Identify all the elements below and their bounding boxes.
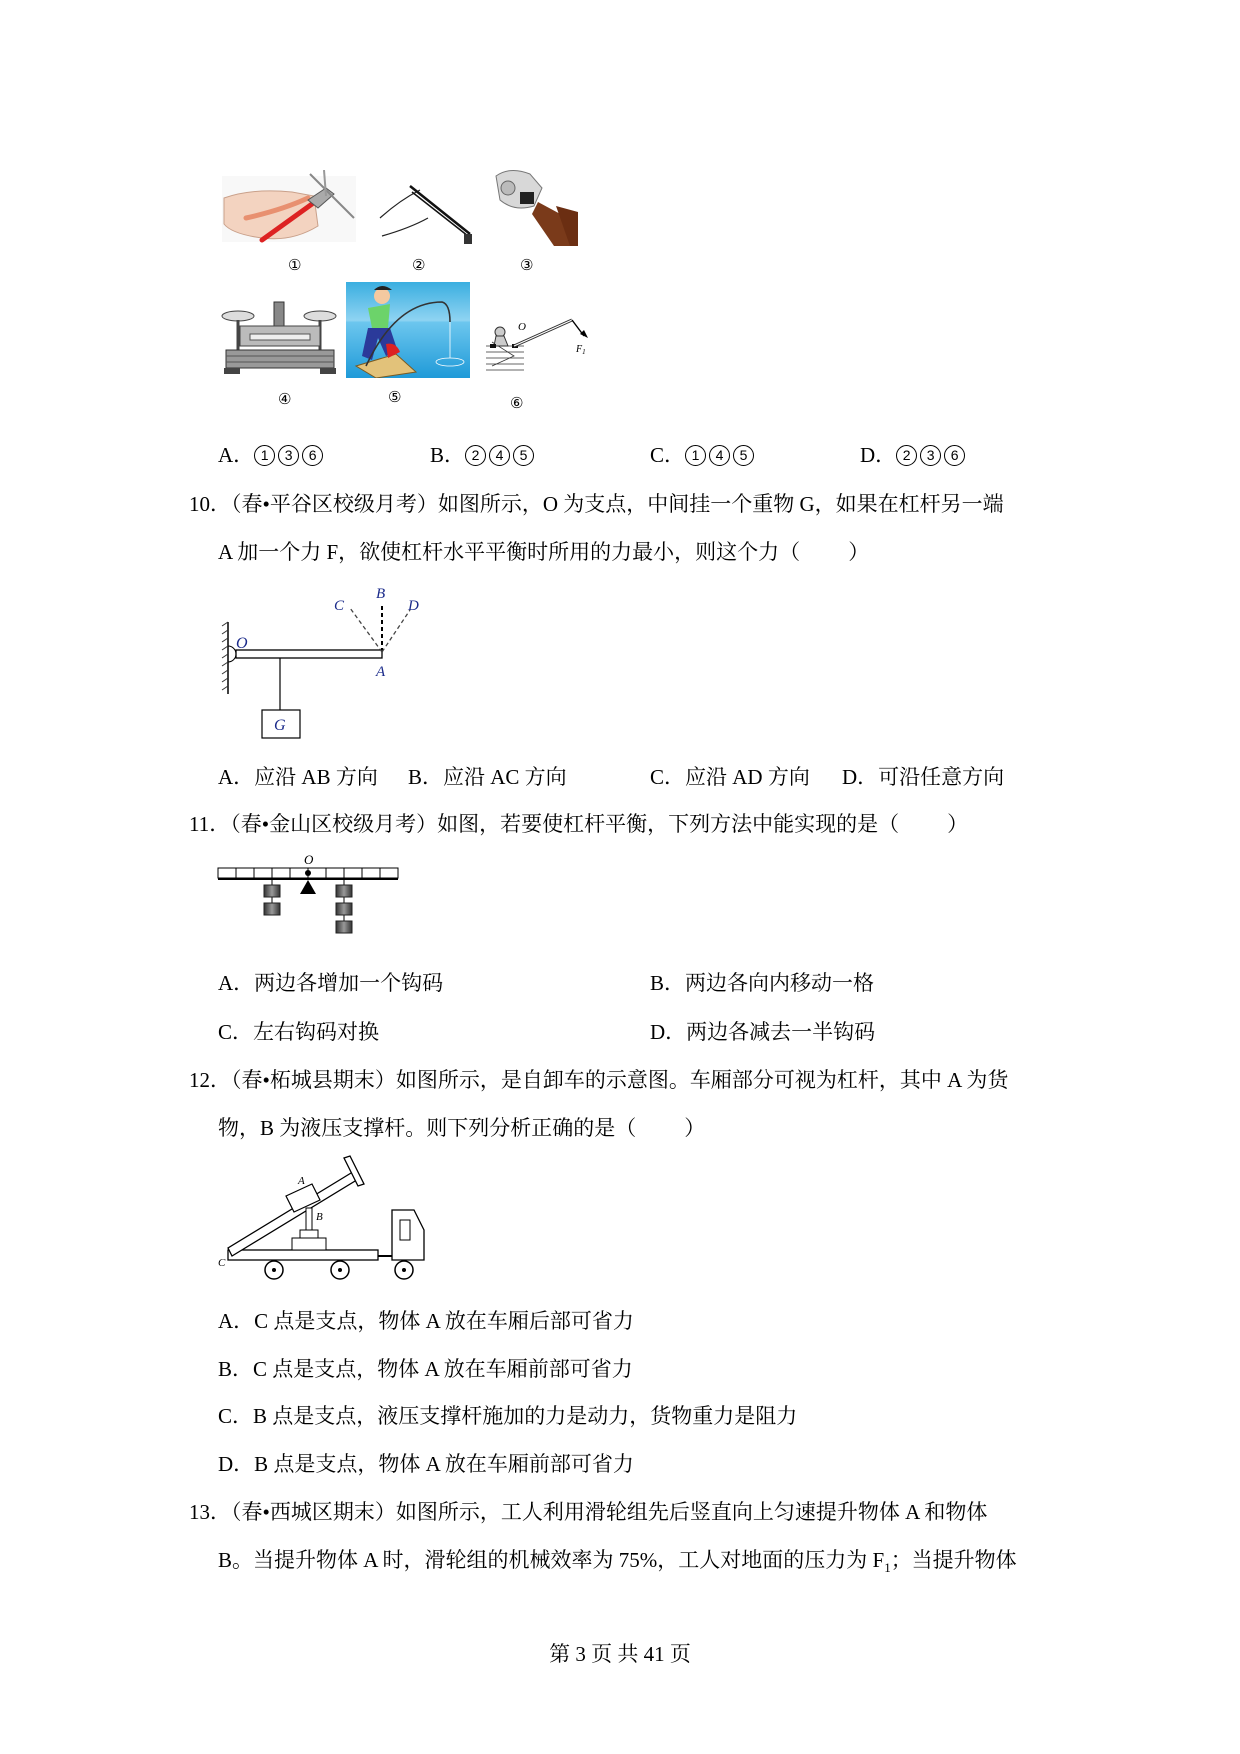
q12-option-d[interactable]: D．B 点是支点，物体 A 放在车厢前部可省力 bbox=[218, 1452, 634, 1476]
q10-stem-line1: 10．（春•平谷区校级月考）如图所示，O 为支点，中间挂一个重物 G，如果在杠杆另一端 bbox=[189, 492, 1004, 516]
q10-option-b[interactable]: B．应沿 AC 方向 bbox=[408, 765, 567, 789]
figure-label-1: ① bbox=[288, 256, 302, 274]
label-A: A bbox=[298, 1175, 305, 1187]
figure-label-6: ⑥ bbox=[510, 394, 524, 412]
figure-label-3: ③ bbox=[520, 256, 534, 274]
q11-option-d[interactable]: D．两边各减去一半钩码 bbox=[650, 1020, 876, 1044]
q13-number: 13． bbox=[189, 1500, 231, 1524]
q10-option-d[interactable]: D．可沿任意方向 bbox=[842, 765, 1005, 789]
q11-stem-line1: 11．（春•金山区校级月考）如图，若要使杠杆平衡，下列方法中能实现的是（ ） bbox=[189, 812, 969, 836]
q12-option-a[interactable]: A．C 点是支点，物体 A 放在车厢后部可省力 bbox=[218, 1309, 634, 1333]
q11-option-c[interactable]: C．左右钩码对换 bbox=[218, 1020, 380, 1044]
q9-option-c[interactable]: C． 1 4 5 bbox=[650, 441, 757, 469]
svg-text:F1: $F_1$ bbox=[576, 344, 586, 356]
q12-option-c[interactable]: C．B 点是支点，液压支撑杆施加的力是动力，货物重力是阻力 bbox=[218, 1404, 798, 1428]
q11-option-a[interactable]: A．两边各增加一个钩码 bbox=[218, 971, 444, 995]
label-D: D bbox=[408, 598, 419, 614]
q10-lever-figure bbox=[218, 582, 428, 748]
q12-stem-line2: 物，B 为液压支撑杆。则下列分析正确的是（ ） bbox=[218, 1116, 706, 1140]
q11-option-b[interactable]: B．两边各向内移动一格 bbox=[650, 971, 875, 995]
figure-wrench bbox=[490, 166, 580, 246]
figure-label-5: ⑤ bbox=[388, 388, 402, 406]
label-O: O bbox=[304, 852, 314, 867]
q10-stem-line2: A 加一个力 F，欲使杠杆水平平衡时所用的力最小，则这个力（ ） bbox=[218, 540, 870, 564]
label-C: C bbox=[334, 598, 345, 614]
figure-nail-puller bbox=[484, 316, 592, 376]
q11-number: 11． bbox=[189, 812, 231, 836]
q12-number: 12． bbox=[189, 1068, 231, 1092]
figure-label-4: ④ bbox=[278, 390, 292, 408]
q12-stem-line1: 12．（春•柘城县期末）如图所示，是自卸车的示意图。车厢部分可视为杠杆，其中 A 为货 bbox=[189, 1068, 1009, 1092]
q12-dump-truck-figure bbox=[216, 1154, 436, 1288]
q10-number: 10． bbox=[189, 492, 231, 516]
figure-label-2: ② bbox=[412, 256, 426, 274]
q10-option-c[interactable]: C．应沿 AD 方向 bbox=[650, 765, 810, 789]
q9-option-b[interactable]: B． 2 4 5 bbox=[430, 441, 537, 469]
label-G: G bbox=[274, 717, 286, 734]
q11-lever-figure bbox=[216, 852, 406, 942]
figure-balance-scale bbox=[220, 300, 340, 378]
figure-tweezers bbox=[370, 178, 480, 250]
q9-option-a[interactable]: A． 1 3 6 bbox=[218, 441, 326, 469]
page-footer: 第 3 页 共 41 页 bbox=[549, 1642, 691, 1666]
q12-option-b[interactable]: B．C 点是支点，物体 A 放在车厢前部可省力 bbox=[218, 1357, 633, 1381]
label-O: O bbox=[518, 321, 526, 333]
q13-stem-line2: B。当提升物体 A 时，滑轮组的机械效率为 75%，工人对地面的压力为 $F_1$；当提升物体 bbox=[218, 1548, 1017, 1576]
label-O: O bbox=[236, 635, 248, 652]
label-B: B bbox=[376, 586, 386, 602]
label-B: B bbox=[316, 1211, 323, 1223]
q10-option-a[interactable]: A．应沿 AB 方向 bbox=[218, 765, 378, 789]
figure-pliers bbox=[222, 170, 358, 248]
label-A: A bbox=[376, 664, 386, 680]
label-C: C bbox=[218, 1257, 226, 1269]
q13-stem-line1: 13．（春•西城区期末）如图所示，工人利用滑轮组先后竖直向上匀速提升物体 A 和物体 bbox=[189, 1500, 988, 1524]
q9-option-d[interactable]: D． 2 3 6 bbox=[860, 441, 968, 469]
figure-fishing bbox=[346, 282, 470, 378]
